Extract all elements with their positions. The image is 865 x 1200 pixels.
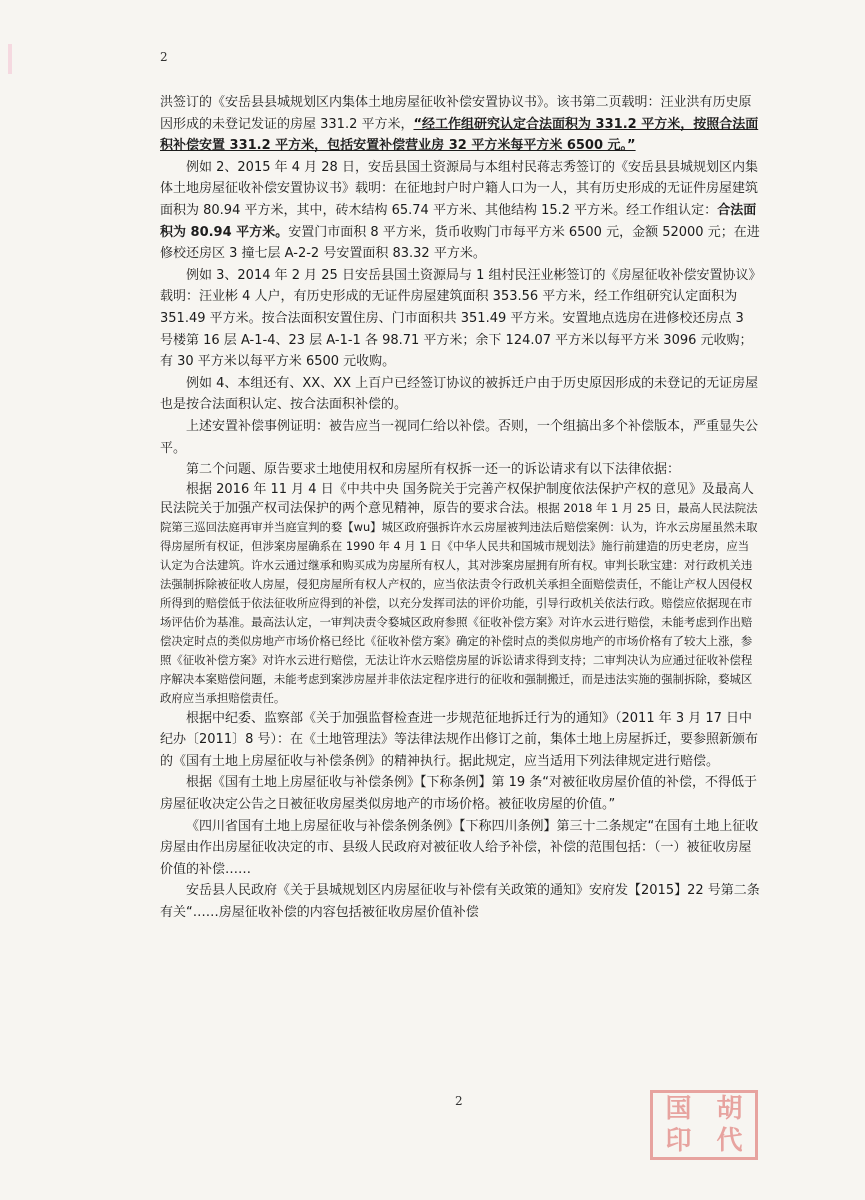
edge-mark xyxy=(8,44,12,74)
paragraph xyxy=(160,373,760,416)
paragraph xyxy=(160,708,760,773)
stamp-char: 国 xyxy=(665,1094,692,1124)
text-segment: 例如 3、2014 年 2 月 25 日安岳县国土资源局与 1 组村民汪业彬签订的《房屋征收补偿安置协议》载明：汪业彬 4 人户，有历史形成的无证件房屋建筑面积 353.56 平方米，经工作组研究认定面积为 351.49 平方米。按合法面积安置住房、门市面积共 351.49 平方米。安置地点选房在进修校还房点 3 号楼第 16 层 A-1-4、23 层 A-1-1 各 98.71 平方米；余下 124.07 平方米以每平方米 3096 元收购；有 30 平方米以每平方米 6500 元收购。 xyxy=(160,267,755,370)
text-segment: 根据 2018 年 1 月 25 日，最高人民法院法院第三巡回法庭再审并当庭宣判的婺【wu】城区政府强拆许水云房屋被判违法后赔偿案例：认为，许水云房屋虽然未取得房屋所有权证，但涉案房屋确系在 1990 年 4 月 1 日《中华人民共和国城市规划法》施行前建造的历史老房，应当认定为合法建筑。许水云通过继承和购买成为房屋所有权人，其对涉案房屋拥有所有权。审判长耿宝建：对行政机关违法强制拆除被征收人房屋，侵犯房屋所有权人产权的，应当依法责令行政机关承担全面赔偿责任，不能让产权人因侵权所得到的赔偿低于依法征收所应得到的补偿，以充分发挥司法的评价功能，引导行政机关依法行政。赔偿应依据现在市场评估价为基准。最高法认定，一审判决责令婺城区政府参照《征收补偿方案》对许水云进行赔偿，未能考虑到作出赔偿决定时点的类似房地产市场价格已经比《征收补偿方案》确定的补偿时点的类似房地产的市场价格有了较大上涨，参照《征收补偿方案》对许水云进行赔偿，无法让许水云赔偿房屋的诉讼请求得到支持；二审判决认为应通过征收补偿程序解决本案赔偿问题，未能考虑到案涉房屋并非依法定程序进行的征收和强制搬迁，而是违法实施的强制拆除，婺城区政府应当承担赔偿责任。 xyxy=(160,500,758,705)
text-segment: “经工作组研究认定合法面积为 331.2 平方米，按照合法面积补偿安置 331.2 平方米，包括安置补偿营业房 32 平方米每平方米 6500 元。” xyxy=(160,116,759,154)
text-segment: 根据中纪委、监察部《关于加强监督检查进一步规范征地拆迁行为的通知》（2011 年 3 月 17 日中纪办〔2011〕8 号）：在《土地管理法》等法律法规作出修订之前，集体土地上房屋拆迁，要参照新颁布的《国有土地上房屋征收与补偿条例》的精神执行。据此规定，应当适用下列法律规定进行赔偿。 xyxy=(160,710,758,769)
page-number-bottom: 2 xyxy=(455,1094,463,1108)
paragraph xyxy=(160,880,760,923)
paragraph xyxy=(160,265,760,373)
text-segment: 洪签订的《安岳县县城规划区内集体土地房屋征收补偿安置协议书》。该书第二页载明：汪业洪有历史原因形成的未登记发证的房屋 331.2 平方米， xyxy=(160,95,752,132)
stamp-char: 胡 xyxy=(716,1094,743,1124)
paragraph xyxy=(160,816,760,881)
text-segment: 例如 4、本组还有、XX、XX 上百户已经签订协议的被拆迁户由于历史原因形成的未登记的无证房屋也是按合法面积认定、按合法面积补偿的。 xyxy=(160,375,759,413)
stamp-char: 印 xyxy=(665,1126,692,1156)
paragraph xyxy=(160,459,760,481)
paragraph xyxy=(160,772,760,815)
text-segment: 根据 2016 年 11 月 4 日《中共中央 国务院关于完善产权保护制度依法保护产权的意见》及最高人民法院关于加强产权司法保护的两个意见精神，原告的要求合法。 xyxy=(160,481,754,516)
text-segment: 《四川省国有土地上房屋征收与补偿条例条例》【下称四川条例】第三十二条规定“在国有土地上征收房屋由作出房屋征收决定的市、县级人民政府对被征收人给予补偿，补偿的范围包括：（一）被征收房屋价值的补偿…… xyxy=(160,818,759,877)
stamp-char: 代 xyxy=(716,1126,743,1156)
paragraph xyxy=(160,416,760,459)
paragraph xyxy=(160,92,760,157)
text-segment: 例如 2、2015 年 4 月 28 日，安岳县国土资源局与本组村民蒋志秀签订的《安岳县县城规划区内集体土地房屋征收补偿安置协议书》载明：在征地封户时户籍人口为一人，其有历史形成的无证件房屋建筑面积为 80.94 平方米，其中，砖木结构 65.74 平方米、其他结构 15.2 平方米。经工作组认定： xyxy=(160,159,759,218)
text-segment: 上述安置补偿事例证明：被告应当一视同仁给以补偿。否则，一个组搞出多个补偿版本，严重显失公平。 xyxy=(160,418,759,456)
page-number-top: 2 xyxy=(160,50,168,64)
text-segment: 第二个问题、原告要求土地使用权和房屋所有权拆一还一的诉讼请求有以下法律依据： xyxy=(186,462,681,478)
text-segment: 合法面积为 80.94 平方米。 xyxy=(160,202,757,240)
text-segment: 安岳县人民政府《关于县城规划区内房屋征收与补偿有关政策的通知》安府发【2015】22 号第二条有关“……房屋征收补偿的内容包括被征收房屋价值补偿 xyxy=(160,883,760,921)
text-segment: 安置门市面积 8 平方米，货币收购门市每平方米 6500 元，金额 52000 元；在进修校还房区 3 撞七层 A-2-2 号安置面积 83.32 平方米。 xyxy=(160,224,760,262)
paragraph xyxy=(160,481,760,708)
text-segment: 根据《国有土地上房屋征收与补偿条例》【下称条例】第 19 条“对被征收房屋价值的补偿，不得低于房屋征收决定公告之日被征收房屋类似房地产的市场价格。被征收房屋的价值。” xyxy=(160,775,758,813)
document-body xyxy=(160,92,760,924)
paragraph xyxy=(160,157,760,265)
red-seal-stamp xyxy=(650,1090,758,1160)
